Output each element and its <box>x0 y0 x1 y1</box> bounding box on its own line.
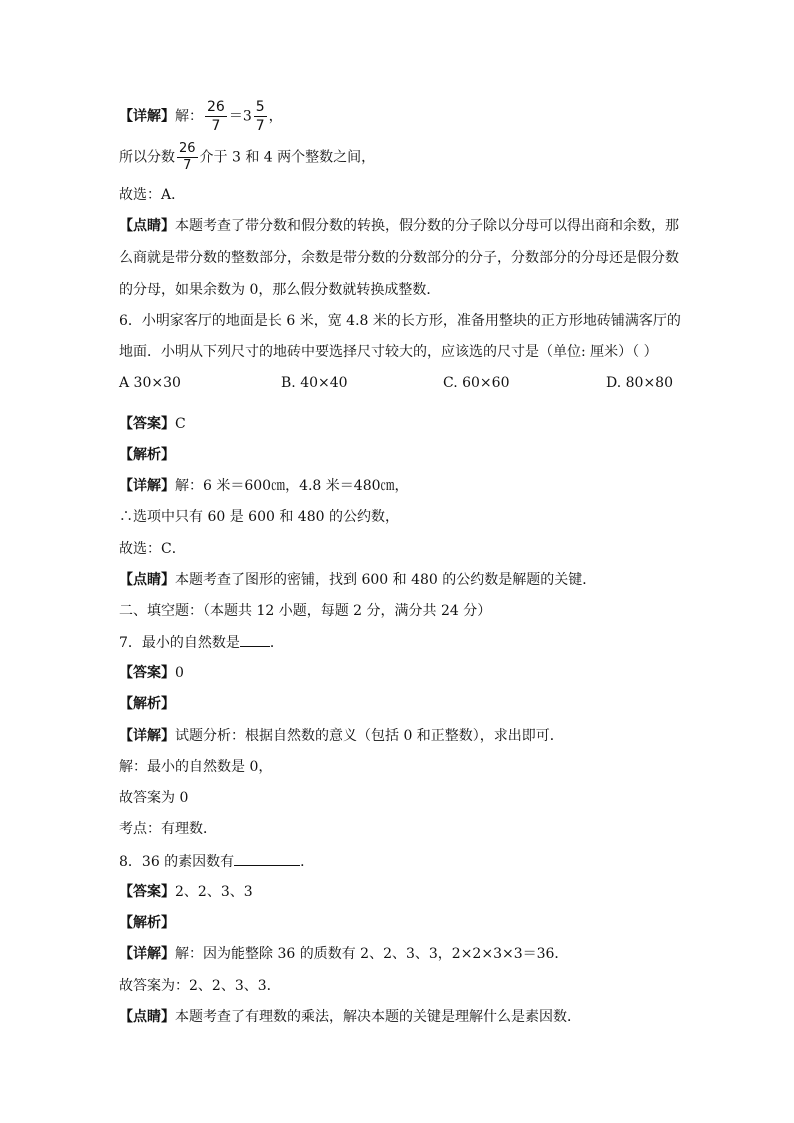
answer-tag: 【答案】 <box>119 416 175 432</box>
q7-answer-line <box>119 665 184 681</box>
q8-answer-line <box>119 884 253 900</box>
q6-answer-line <box>119 416 186 432</box>
q8-question-line: 8．36 的素因数有 ． <box>119 854 315 870</box>
q7-analysis-tag: 【解析】 <box>119 696 175 712</box>
answer-blank <box>234 853 300 866</box>
q7-point-line: 考点：有理数． <box>119 821 217 837</box>
q8-detail-line: 【详解】解：因为能整除 36 的质数有 2、2、3、3，2×2×3×3＝36． <box>119 946 569 962</box>
q6-option-d: D. 80×80 <box>606 375 673 391</box>
comment-tag: 【点睛】 <box>119 1009 175 1025</box>
q5-detail-line: 【详解】解： $\frac{26}{7}$ ＝3 $\frac{5}{7}$ ， <box>119 99 283 134</box>
q6-question-line-1: 6．小明家客厅的地面是长 6 米，宽 4.8 米的长方形，准备用整块的正方形地砖铺满客厅的 <box>119 313 681 329</box>
q7-question-line: 7．最小的自然数是 ． <box>119 635 284 651</box>
q5-comment-line-3: 的分母，如果余数为 0，那么假分数就转换成整数． <box>119 282 441 298</box>
q6-detail-line-1: 【详解】解：6 米＝600㎝，4.8 米＝480㎝， <box>119 478 409 494</box>
answer-tag: 【答案】 <box>119 665 175 681</box>
answer-value: 0 <box>175 665 184 681</box>
q8-result-line: 故答案为：2、2、3、3． <box>119 978 281 994</box>
detail-tag: 【详解】 <box>119 728 175 744</box>
fraction-26-7-inline: $\frac{26}{7}$ <box>179 141 196 173</box>
q6-detail-line-2: ∴选项中只有 60 是 600 和 480 的公约数， <box>119 509 399 525</box>
comment-tag: 【点睛】 <box>119 572 175 588</box>
q7-solve-line: 解：最小的自然数是 0， <box>119 759 273 775</box>
q6-comment-line: 【点睛】本题考查了图形的密铺，找到 600 和 480 的公约数是解题的关键． <box>119 572 597 588</box>
solve-label: 解： <box>175 108 203 125</box>
q8-analysis-tag: 【解析】 <box>119 915 175 931</box>
q7-result-line: 故答案为 0 <box>119 790 189 806</box>
equals-text: ＝3 <box>228 108 252 125</box>
detail-tag: 【详解】 <box>119 946 175 962</box>
fraction-5-7: $\frac{5}{7}$ <box>255 99 265 134</box>
detail-tag: 【详解】 <box>119 478 175 494</box>
fraction-26-7: $\frac{26}{7}$ <box>207 99 225 134</box>
q6-option-c: C. 60×60 <box>443 375 510 391</box>
detail-tag: 【详解】 <box>119 108 175 125</box>
q7-detail-line: 【详解】试题分析：根据自然数的意义（包括 0 和正整数），求出即可． <box>119 728 564 744</box>
q5-comment-line-2: 么商就是带分数的整数部分，余数是带分数的分数部分的分子，分数部分的分母还是假分数 <box>119 250 679 266</box>
answer-value: 2、2、3、3 <box>175 884 253 900</box>
q5-comment-line-1: 【点睛】本题考查了带分数和假分数的转换，假分数的分子除以分母可以得出商和余数，那 <box>119 218 679 234</box>
q5-choice: 故选：A． <box>119 187 186 203</box>
section-heading-fill-blank: 二、填空题：（本题共 12 小题，每题 2 分，满分共 24 分） <box>119 603 492 619</box>
q6-choice: 故选：C． <box>119 541 186 557</box>
comment-tag: 【点睛】 <box>119 218 175 234</box>
q6-option-b: B. 40×40 <box>281 375 348 391</box>
answer-value: C <box>175 416 186 432</box>
answer-tag: 【答案】 <box>119 884 175 900</box>
q6-option-a: A 30×30 <box>119 375 181 391</box>
q6-question-line-2: 地面．小明从下列尺寸的地砖中要选择尺寸较大的，应该选的尺寸是（单位: 厘米）（ ） <box>119 344 658 360</box>
answer-blank <box>240 634 270 647</box>
q8-comment-line: 【点睛】本题考查了有理数的乘法，解决本题的关键是理解什么是素因数． <box>119 1009 581 1025</box>
q5-fraction-range-line: 所以分数 $\frac{26}{7}$ 介于 3 和 4 两个整数之间， <box>119 141 376 173</box>
q6-analysis-tag: 【解析】 <box>119 447 175 463</box>
